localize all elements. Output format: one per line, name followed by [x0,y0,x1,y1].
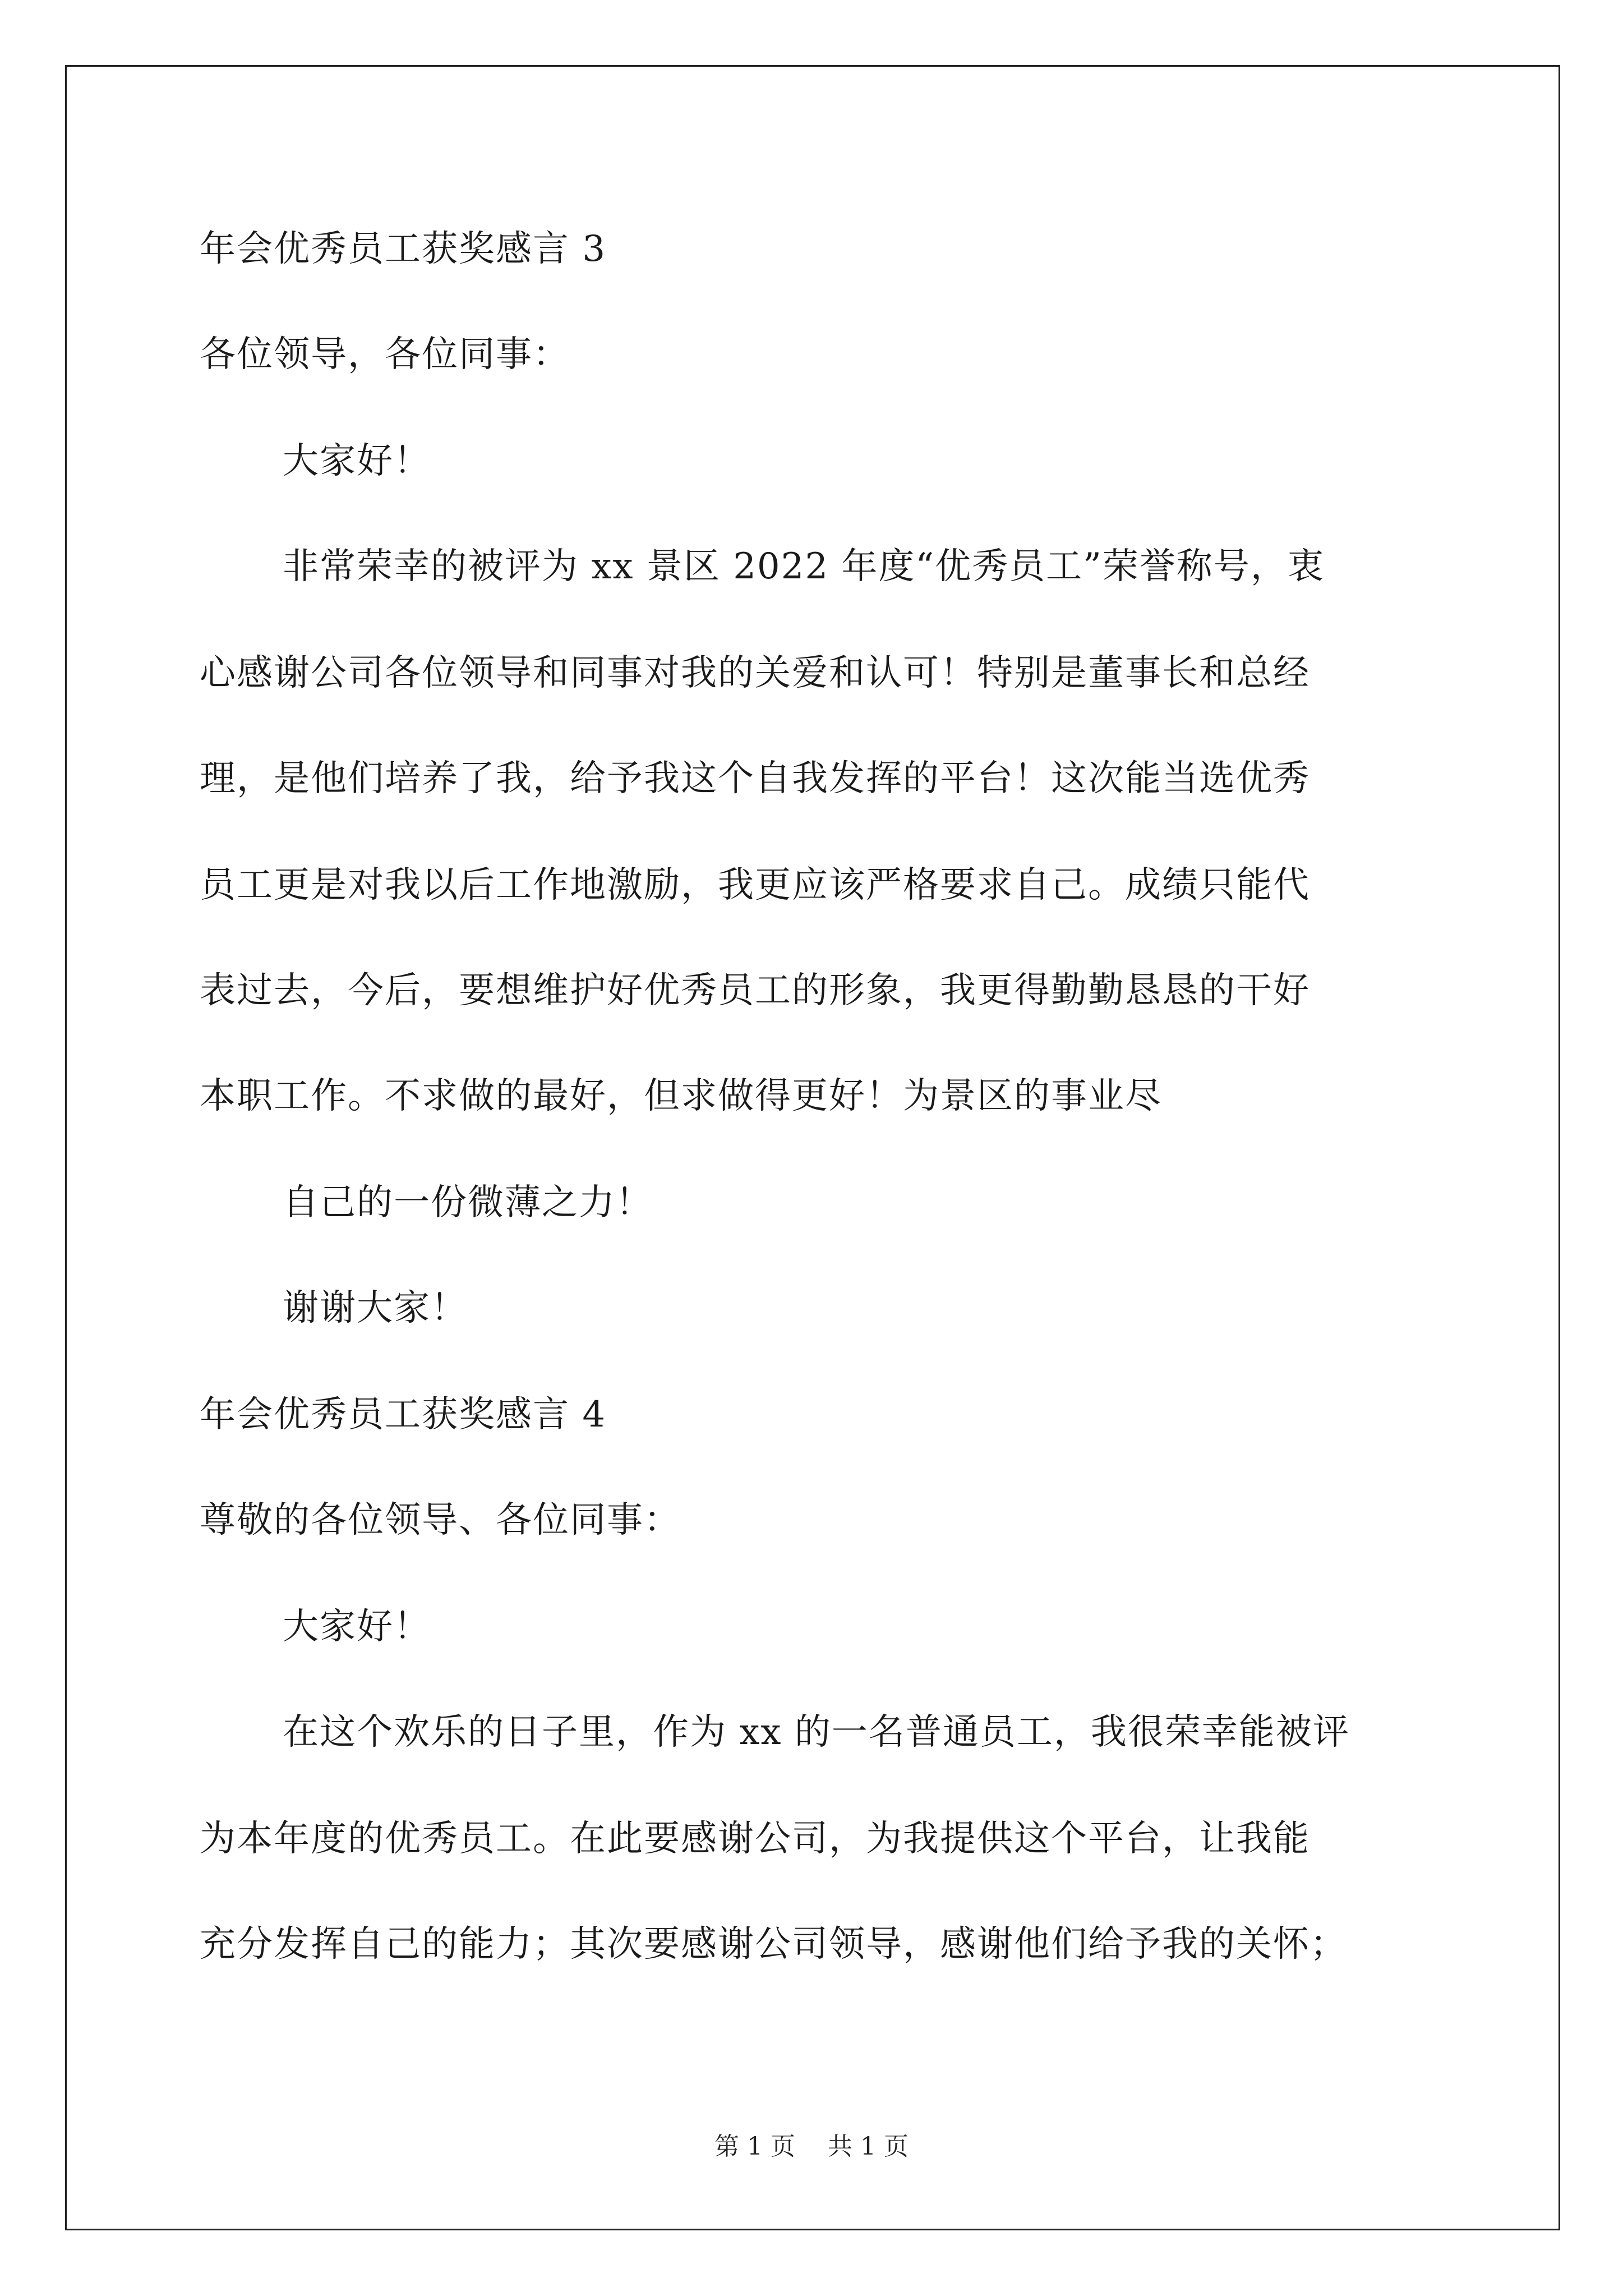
section-title-3: 年会优秀员工获奖感言 3 [200,228,607,270]
closing-thanks: 谢谢大家！ [283,1287,468,1329]
salutation: 尊敬的各位领导、各位同事： [200,1499,681,1541]
paragraph-line: 为本年度的优秀员工。在此要感谢公司，为我提供这个平台，让我能 [200,1818,1310,1860]
paragraph-line: 非常荣幸的被评为 xx 景区 2022 年度“优秀员工”荣誉称号，衷 [283,546,1325,587]
paragraph-line: 自己的一份微薄之力！ [283,1182,653,1223]
page-footer [0,2126,1623,2162]
paragraph-line: 表过去，今后，要想维护好优秀员工的形象，我更得勤勤恳恳的干好 [200,970,1310,1011]
section-title-4: 年会优秀员工获奖感言 4 [200,1394,607,1435]
paragraph-line: 充分发挥自己的能力；其次要感谢公司领导，感谢他们给予我的关怀； [200,1924,1347,1965]
page-border [65,65,1560,2230]
page-total: 共 1 页 [828,2132,909,2161]
greeting: 大家好！ [283,440,431,482]
salutation: 各位领导，各位同事： [200,334,570,375]
paragraph-line: 在这个欢乐的日子里，作为 xx 的一名普通员工，我很荣幸能被评 [283,1711,1350,1753]
paragraph-line: 员工更是对我以后工作地激励，我更应该严格要求自己。成绩只能代 [200,864,1310,906]
paragraph-line: 本职工作。不求做的最好，但求做得更好！为景区的事业尽 [200,1075,1162,1117]
greeting: 大家好！ [283,1606,431,1648]
paragraph-line: 理，是他们培养了我，给予我这个自我发挥的平台！这次能当选优秀 [200,758,1310,799]
page-number: 第 1 页 [714,2132,795,2161]
paragraph-line: 心感谢公司各位领导和同事对我的关爱和认可！特别是董事长和总经 [200,652,1310,694]
